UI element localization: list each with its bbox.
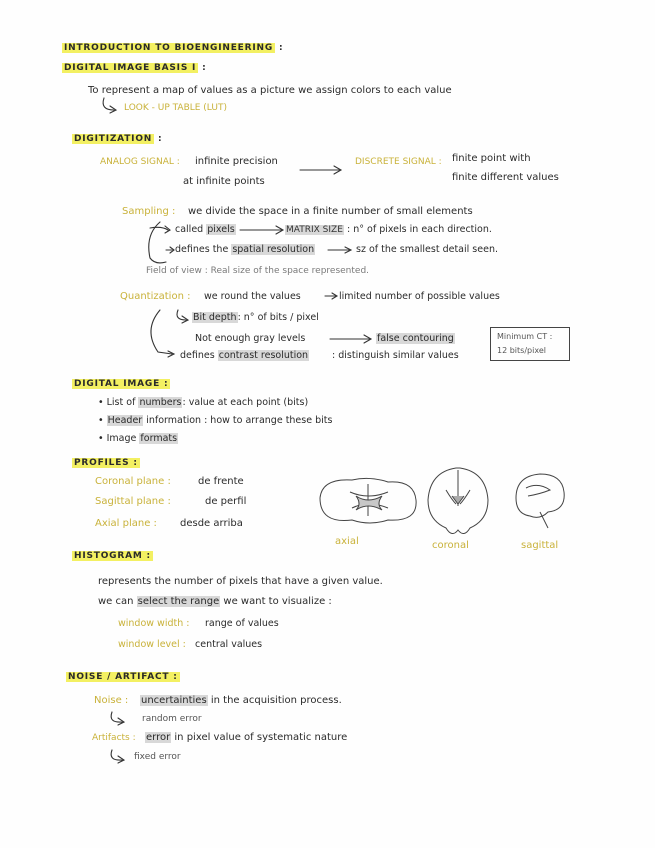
false-contouring: false contouring [377,333,454,344]
sampling-line-1: we divide the space in a finite number of small elements [188,206,473,217]
matrix-desc: : n° of pixels in each direction. [347,224,492,235]
artifacts-text: error in pixel value of systematic nature [146,732,348,743]
coronal-label: Coronal plane : [95,476,171,487]
digital-image-heading: DIGITAL IMAGE : [74,379,169,389]
analog-line-1: infinite precision [195,156,278,167]
matrix-size: MATRIX SIZE [286,225,343,235]
sampling-defines: defines the spatial resolution [175,244,315,255]
window-level-desc: central values [195,639,263,650]
right-arrow-icon [325,293,337,299]
histogram-heading: HISTOGRAM : [74,551,151,561]
hook-arrow-icon [111,712,124,725]
quant-line-1: we round the values [204,291,301,302]
discrete-line-2: finite different values [452,172,559,183]
axial-brain-icon [320,478,416,523]
quantization-label: Quantization : [120,291,191,302]
window-width-label: window width : [118,618,190,629]
ct-note-line-1: Minimum CT : [497,332,553,341]
digitization-heading: DIGITIZATION : [74,134,163,144]
right-arrow-icon [240,226,283,234]
fov-text: Field of view : Real size of the space represented. [146,266,370,276]
noise-heading: NOISE / ARTIFACT : [68,672,178,682]
right-arrow-icon [330,335,371,343]
bracket-arrow-icon [151,310,172,354]
contrast-desc: : distinguish similar values [332,350,459,361]
discrete-label: DISCRETE SIGNAL : [355,157,442,167]
spatial-desc: sz of the smallest detail seen. [356,244,498,255]
sagittal-es: de perfil [205,496,247,507]
axial-es: desde arriba [180,518,243,529]
coronal-es: de frente [198,476,244,487]
coronal-brain-icon [428,468,488,534]
discrete-line-1: finite point with [452,153,531,164]
histogram-line-1: represents the number of pixels that have a given value. [98,576,383,587]
random-error: random error [142,714,202,724]
list-item: • Header information : how to arrange these bits [98,415,333,426]
sagittal-label: Sagittal plane : [95,496,171,507]
right-arrow-icon [328,247,351,253]
hook-arrow-icon [177,310,188,323]
noise-label: Noise : [94,695,129,706]
not-enough: Not enough gray levels [195,333,306,344]
page-subtitle: DIGITAL IMAGE BASIS I : [64,63,207,73]
page-title: INTRODUCTION TO BIOENGINEERING : [64,43,284,53]
axial-label: Axial plane : [95,518,157,529]
sampling-label: Sampling : [122,206,176,217]
small-arrow-icon [166,247,174,253]
lut-label: LOOK - UP TABLE (LUT) [124,103,227,113]
list-item: • Image formats [98,433,178,444]
quant-defines: defines contrast resolution [180,350,309,361]
analog-line-2: at infinite points [183,176,265,187]
right-arrow-icon [300,166,341,174]
sagittal-brain-icon [516,474,564,528]
ct-note-line-2: 12 bits/pixel [497,346,546,355]
caption-sagittal: sagittal [521,540,559,551]
list-item: • List of numbers: value at each point (bits) [98,397,309,408]
histogram-line-2: we can select the range we want to visualize : [98,596,332,607]
caption-coronal: coronal [432,540,469,551]
profiles-heading: PROFILES : [74,458,138,468]
bit-depth: Bit depth: n° of bits / pixel [193,312,319,323]
noise-text: uncertainties in the acquisition process. [141,695,342,706]
hook-arrow-icon [111,750,124,763]
caption-axial: axial [335,536,359,547]
fixed-error: fixed error [134,752,181,762]
intro-text: To represent a map of values as a picture we assign colors to each value [88,85,452,96]
artifacts-label: Artifacts : [92,733,136,743]
window-width-desc: range of values [205,618,279,629]
window-level-label: window level : [118,639,186,650]
quant-line-1b: limited number of possible values [339,291,500,302]
sampling-called: called pixels [175,224,235,235]
analog-label: ANALOG SIGNAL : [100,157,180,167]
